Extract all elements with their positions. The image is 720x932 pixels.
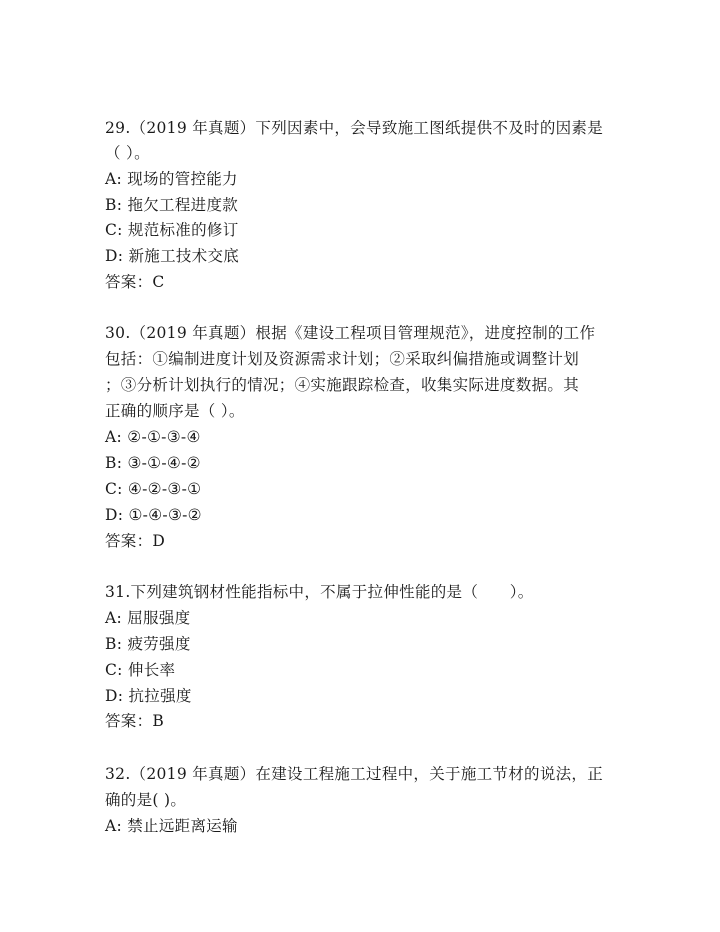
option-c: C: 规范标准的修订 [105,221,239,239]
option-b: B: ③-①-④-② [105,454,201,472]
question-stem-line: （ ）。 [105,144,150,162]
question-stem-line: 确的是( )。 [105,791,187,809]
answer: 答案：C [105,273,165,291]
question-stem-line: 包括：①编制进度计划及资源需求计划；②采取纠偏措施或调整计划 [105,350,580,368]
option-d: D: 新施工技术交底 [105,247,240,265]
option-a: A: ②-①-③-④ [105,428,201,446]
answer: 答案：B [105,712,165,730]
option-c: C: 伸长率 [105,661,176,679]
option-b: B: 拖欠工程进度款 [105,196,239,214]
option-a: A: 禁止远距离运输 [105,817,238,835]
question-stem-line: 31.下列建筑钢材性能指标中，不属于拉伸性能的是（ ）。 [105,583,534,601]
question-stem-line: 30.（2019 年真题）根据《建设工程项目管理规范》，进度控制的工作 [105,324,596,342]
question-stem-line: 29.（2019 年真题）下列因素中，会导致施工图纸提供不及时的因素是 [105,119,604,137]
option-d: D: 抗拉强度 [105,687,192,705]
option-b: B: 疲劳强度 [105,635,191,653]
question-stem-line: ；③分析计划执行的情况；④实施跟踪检查，收集实际进度数据。其 [105,376,580,394]
option-c: C: ④-②-③-① [105,480,202,498]
option-d: D: ①-④-③-② [105,506,202,524]
answer: 答案：D [105,532,166,550]
option-a: A: 现场的管控能力 [105,170,238,188]
option-a: A: 屈服强度 [105,609,191,627]
question-stem-line: 32.（2019 年真题）在建设工程施工过程中，关于施工节材的说法，正 [105,765,604,783]
question-stem-line: 正确的顺序是（ ）。 [105,402,245,420]
